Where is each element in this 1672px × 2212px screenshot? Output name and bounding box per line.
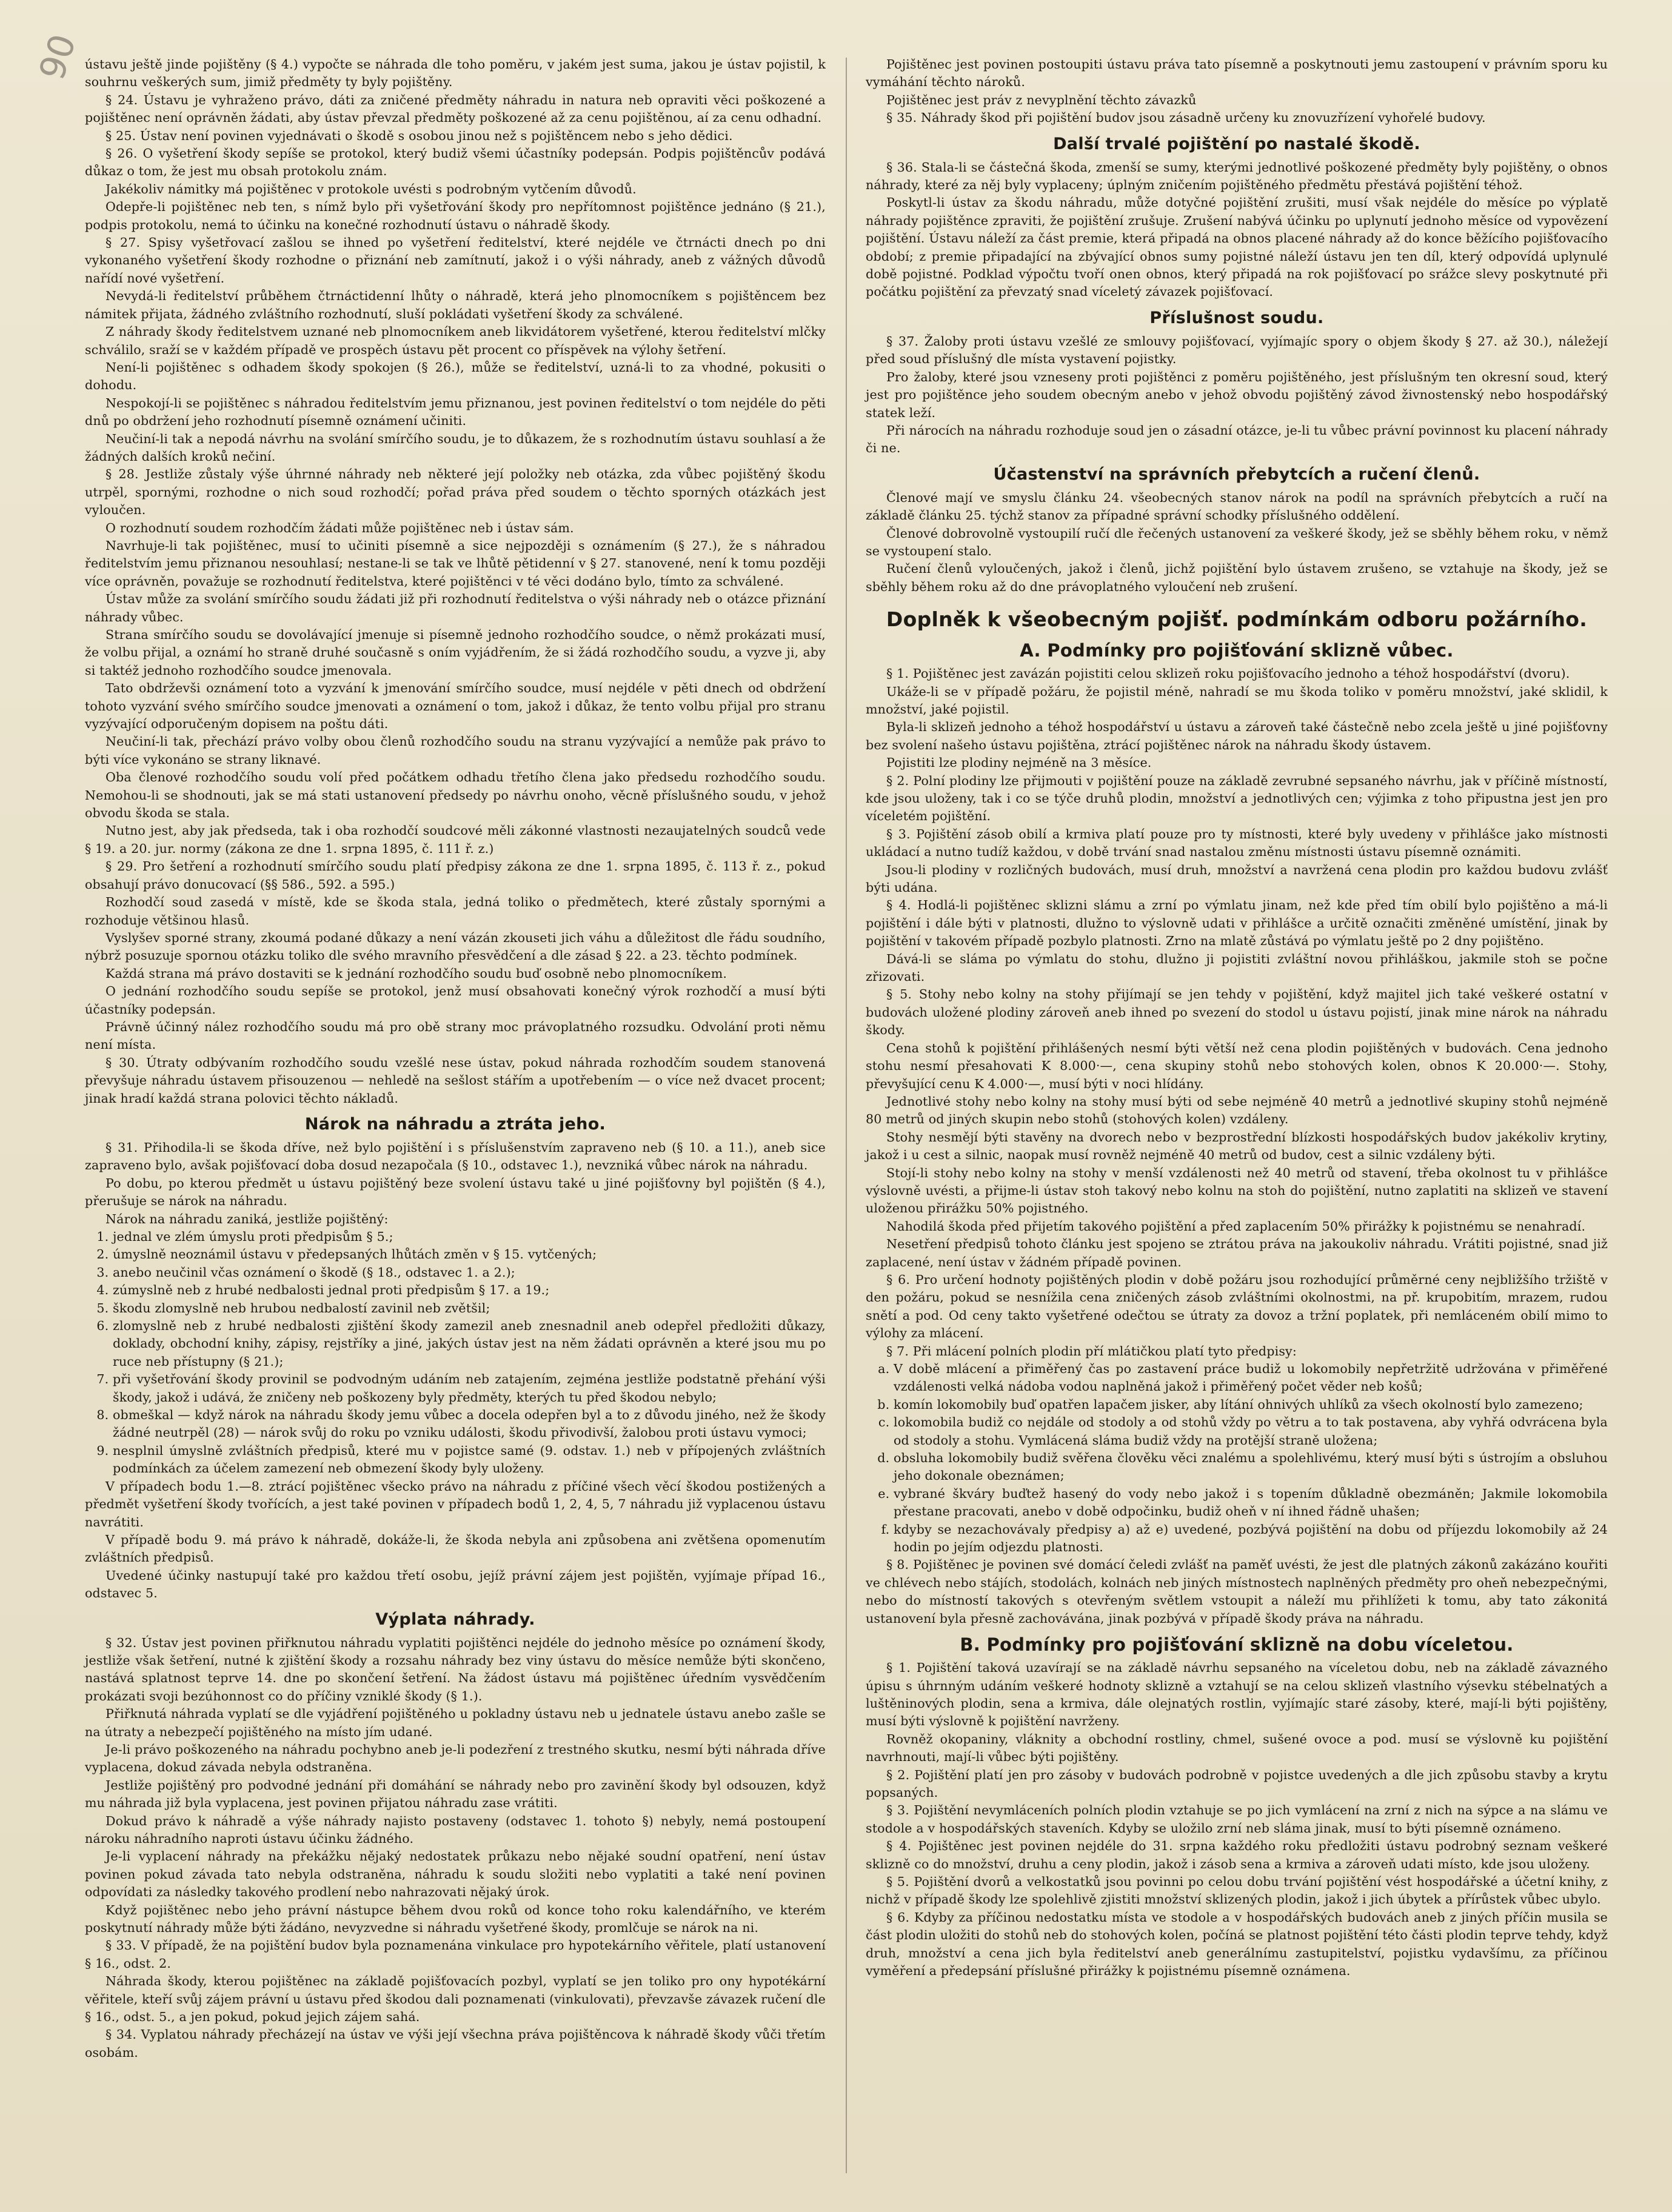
paragraph: Nutno jest, aby jak předseda, tak i oba rozhodčí soudcové měli zákonné vlastnosti nezaujatelných soudců vede § 19. a 20. jur. normy (zákona ze dne 1. srpna 1895, č. 111 ř. z.) (85, 823, 826, 856)
section-heading: A. Podmínky pro pojišťování sklizně vůbec. (1020, 640, 1454, 661)
paragraph: Pojištěnec jest povinen postoupiti ústavu práva tato písemně a poskytnouti jemu zastoupení v právním sporu ku vymáhání těchto nároků. (866, 57, 1608, 90)
paragraph: § 2. Polní plodiny lze přijmouti v pojištění pouze na základě zevrubné sepsaného návrhu, jak v příčině místností, kde jsou uloženy, tak i co se týče druhů plodin, množství a jednotlivých cen; výjimka z toho připustna jest jen pro víceletém pojištění. (866, 773, 1608, 824)
paragraph: Stojí-li stohy nebo kolny na stohy v menší vzdálenosti než 40 metrů od stavení, třeba okolnost tu v přihlášce výslovně uvésti, a přijme-li ústav stoh takový nebo kolnu na stoh do pojištění, nutno zaplatiti na sklizeň ve stavení uloženou přirážku 50% pojistného. (866, 1165, 1608, 1216)
paragraph: Dává-li se sláma po výmlatu do stohu, dlužno ji pojistiti zvláštní novou přihláškou, jakmile stoh se počne zřizovati. (866, 951, 1608, 984)
paragraph: Náhrada škody, kterou pojištěnec na základě pojišťovacích pozbyl, vyplatí se jen toliko pro ony hypotékární věřitele, kteří svůj zájem právní u ústavu před škodou dali poznamenati (vinkulovati), převzavše závazek ručení dle § 16., odst. 5., a jen pokud, pokud jejich zájem sahá. (85, 1974, 826, 2025)
paragraph: § 5. Stohy nebo kolny na stohy přijímají se jen tehdy v pojištění, když majitel jich také veškeré ostatní v budovách uložené plodiny zároveň aneb ihned po svezení do stodol u ústavu pojistí, jinak mine nárok na náhradu škody. (866, 987, 1608, 1038)
paragraph: Členové mají ve smyslu článku 24. všeobecných stanov nárok na podíl na správních přebytcích a ručí na základě článku 25. týchž stanov za případné správní schodky příslušného oddělení. (866, 490, 1608, 523)
paragraph: Jakékoliv námitky má pojištěnec v protokole uvésti s podrobným vytčením důvodů. (105, 181, 637, 196)
paragraph-s27: § 27. Spisy vyšetřovací zašlou se ihned po vyšetření ředitelství, které nejdéle ve čtrnácti dnech po dni vykonaného vyšetření škody rozhodne o přiznání neb zamítnutí, jakož i o výši náhrady, aneb z vážných důvodů nařídí nové vyšetření. (85, 235, 826, 286)
paragraph: Pojistiti lze plodiny nejméně na 3 měsíce. (886, 755, 1152, 770)
paragraph: § 3. Pojištění zásob obilí a krmiva platí pouze pro ty místnosti, které byly uvedeny v přihlášce jako místnosti ukládací a nutno tudíž každou, v době trvání snad nastalou změnu místnosti ústavu písemně oznámiti. (866, 826, 1608, 860)
list-item: b. komín lokomobily buď opatřen lapačem jisker, aby lítání ohnivých uhlíků za všech okolností bylo zamezeno; (894, 1396, 1608, 1414)
paragraph: § 6. Kdyby za příčinou nedostatku místa ve stodole a v hospodářských budovách aneb z jiných příčin musila se část plodin uložiti do stohů neb do stohových kolen, počíná se platnost pojištění této části plodin teprve tehdy, když druh, množství a cena jich byla ředitelství aneb generálnímu zastupitelství, pojistku vydavšímu, za příčinou vyměření a předepsání příslušné přirážky k pojistnému písemně oznámena. (866, 1910, 1608, 1978)
paragraph: Z náhrady škody ředitelstvem uznané neb plnomocníkem aneb likvidátorem vyšetřené, kterou ředitelství mlčky schválilo, sraží se v každém případě ve prospěch ústavu pět procent co příspěvek na výlohy šetření. (85, 324, 826, 357)
paragraph: Členové dobrovolně vystoupilí ručí dle řečených ustanovení za veškeré škody, jež se sběhly během roku, v němž se vystoupení stalo. (866, 526, 1608, 558)
list-item: 7. při vyšetřování škody provinil se podvodným udáním neb zatajením, zejména jestliže podstatně přehání výši škody, jakož i udává, že zničeny neb poškozeny byly předměty, kterých tu před škodou nebylo; (113, 1371, 826, 1406)
paragraph: Odepře-li pojištěnec neb ten, s nímž bylo při vyšetřování škody pro nepřítomnost pojištěnce jednáno (§ 21.), podpis protokolu, nemá to účinku na konečné rozhodnutí ústavu o náhradě škody. (85, 199, 826, 232)
paragraph: § 1. Pojištění taková uzavírají se na základě návrhu sepsaného na víceletou dobu, neb na základě závazného úpisu s úhrnným udáním veškeré hodnoty sklizně a vztahují se na celou sklizeň vlastního výsevku stébelnatých a luštěninových plodin, sena a krmiva, dále olejnatých rostlin, vyjímajíc staré zásoby, které, mají-li býti pojištěny, musí býti výslovně k pojištění navrženy. (866, 1660, 1608, 1729)
margin-handwritten-number: 90 (31, 29, 84, 85)
lettered-list (866, 1360, 1608, 1556)
paragraph-s26: § 26. O vyšetření škody sepíše se protokol, který budiž všemi účastníky podepsán. Podpis pojištěncův podává důkaz o tom, že jest mu obsah protokolu znám. (85, 146, 826, 179)
paragraph: Nesetření předpisů tohoto článku jest spojeno se ztrátou práva na jakoukoliv náhradu. Vrátiti pojistné, snad již zaplacené, není ústav v žádném případě povinen. (866, 1237, 1608, 1269)
paragraph: § 4. Pojištěnec jest povinen nejdéle do 31. srpna každého roku předložiti ústavu podrobný seznam veškeré sklizně co do množství, druhu a ceny plodin, jakož i zásob sena a krmiva a zároveň udati místo, kde jsou uloženy. (866, 1839, 1608, 1871)
paragraph: Když pojištěnec nebo jeho právní nástupce během dvou roků od konce toho roku kalendářního, ve kterém poskytnutí náhrady může býti žádáno, nevyzvedne si náhradu vyšetřené škody, promlčuje se nárok na ni. (85, 1902, 826, 1936)
paragraph: Navrhuje-li tak pojištěnec, musí to učiniti písemně a sice nejpozději s oznámením (§ 27.), že s náhradou ředitelstvím jemu přiznanou nesouhlasí; nestane-li se tak ve lhůtě pětidenní v § 27. stanovené, není k tomu později více oprávněn, považuje se rozhodnutí ředitelstva, které pojištěnci v té věci dodáno bylo, tímto za schválené. (85, 538, 826, 589)
paragraph: § 8. Pojištěnec je povinen své domácí čeledi zvlášť na paměť uvésti, že jest dle platných zákonů zakázáno kouřiti ve chlévech nebo stájích, stodolách, kolnách neb jiných místnostech naplněných předměty pro oheň nebezpečnými, nebo do místností takových s otevřeným světlem vstoupit a náleží mu přihlížeti k tomu, aby tato zákonitá ustanovení byla přesně zachovávána, jinak pozbývá v případě škody práva na náhradu. (866, 1557, 1608, 1626)
paragraph: Pojištěnec jest práv z nevyplnění těchto závazků (886, 92, 1197, 107)
supplement-title: Doplněk k všeobecným pojišť. podmínkám odboru požárního. (886, 607, 1588, 632)
paragraph: ústavu ještě jinde pojištěny (§ 4.) vypočte se náhrada dle toho poměru, v jakém jest suma, jakou je ústav pojistil, k souhrnu veškerých sum, jimiž předměty ty byly pojištěny. (85, 57, 826, 90)
paragraph: § 5. Pojištění dvorů a velkostatků jsou povinni po celou dobu trvání pojištění vést hospodářské a účetní knihy, z nichž v případě škody lze spolehlivě zjistiti množství sklizených plodin, jakož i jich úbytek a přírůstek vůbec ubylo. (866, 1874, 1608, 1907)
paragraph: Nevydá-li ředitelství průběhem čtrnáctidenní lhůty o náhradě, která jeho plnomocníkem s pojištěncem bez námitek přijata, žádného zvláštního rozhodnutí, sluší pokládati vyšetření škody za schválené. (85, 289, 826, 321)
paragraph: Vyslyšev sporné strany, zkoumá podané důkazy a není vázán zkouseti jich váhu a důležitost dle řádu soudního, nýbrž posuzuje spornou otázku toliko dle svého mravního přesvědčení a dle zásad § 22. a 23. těchto podmínek. (85, 930, 826, 963)
paragraph: Byla-li sklizeň jednoho a téhož hospodářství u ústavu a zároveň také částečně nebo zcela ještě u jiné pojišťovny bez svolení našeho ústavu pojištěna, ztrácí pojištěnec nárok na náhradu škody ústavem. (866, 720, 1608, 752)
paragraph: Nahodilá škoda před přijetím takového pojištění a před zaplacením 50% přirážky k pojistnému se nenahradí. (886, 1218, 1586, 1234)
paragraph-s32: § 32. Ústav jest povinen přiřknutou náhradu vyplatiti pojištěnci nejdéle do jednoho měsíce po oznámení škody, jestliže však šetření, nutné k zjištění škody a rozsahu náhrady bez viny ústavu do měsíce nemůže býti skončeno, nastává splatnost teprve 14. dne po skončení šetření. Na žádost ústavu má pojištěnec úředním vysvědčením prokázati svoji bezúhonnost co do příčiny vzniklé škody (§ 1.). (85, 1635, 826, 1703)
list-item: 4. zúmyslně neb z hrubé nedbalosti jednal proti předpisům § 17. a 19.; (113, 1281, 826, 1299)
paragraph: § 7. Při mlácení polních plodin pří mlátičkou platí tyto předpisy: (886, 1343, 1297, 1358)
paragraph: Neučiní-li tak a nepodá návrhu na svolání smírčího soudu, je to důkazem, že s rozhodnutím ústavu souhlasí a že žádných dalších kroků nečiní. (85, 431, 826, 464)
section-heading: Další trvalé pojištění po nastalé škodě. (1053, 134, 1420, 153)
list-item: f. kdyby se nezachovávaly předpisy a) až e) uvedené, pozbývá pojištění na dobu od příjezdu lokomobily až 24 hodin po jejím odjezdu platnosti. (894, 1521, 1608, 1557)
paragraph-s36: § 36. Stala-li se částečná škoda, zmenší se sumy, kterými jednotlivé poškozené předměty byly pojištěny, o obnos náhrady, které za něj byly vyplaceny; úplným zničením pojištěného předmětu přestává pojištění téhož. (866, 159, 1608, 193)
section-heading: Účastenství na správních přebytcích a ručení členů. (993, 464, 1480, 484)
list-item: a. V době mlácení a přiměřený čas po zastavení práce budiž u lokomobily nepřetržitě udržována v přiměřené vzdálenosti velká nádoba vodou naplněná jakož i přiměřený počet věder neb košů; (894, 1360, 1608, 1396)
paragraph-s28: § 28. Jestliže zůstaly výše úhrnné náhrady neb některé její položky neb otázka, zda vůbec pojištěný škodu utrpěl, spornými, rozhodne o nich soud rozhodčí; pořad práva před soudem o těchto sporných otázkách jest vyloučen. (85, 467, 826, 518)
list-item: 9. nesplnil úmyslně zvláštních předpisů, které mu v pojistce samé (9. odstav. 1.) neb v přípojených zvláštních podmínkách za účelem zamezení neb obmezení škody byly uloženy. (113, 1442, 826, 1478)
paragraph: Nespokojí-li se pojištěnec s náhradou ředitelstvím jemu přiznanou, jest povinen ředitelství o tom nejdéle do pěti dnů po obdržení jeho rozhodnutí písemně oznámení učiniti. (85, 395, 826, 429)
list-item: e. vybrané škváry buďtež hasený do vody nebo jakož i s topením důkladně obezmáněn; Jakmile lokomobila přestane pracovati, anebo v době odpočinku, budiž oheň v ní ihned řádně uhašen; (894, 1485, 1608, 1521)
paragraph: Cena stohů k pojištění přihlášených nesmí býti větší než cena plodin pojištěných v budovách. Cena jednoho stohu nesmí přesahovati K 8.000·—, cena skupiny stohů nebo stohových kolen, obnos K 20.000·—. Stohy, převyšující cenu K 4.000·—, musí býti v noci hlídány. (866, 1040, 1608, 1091)
paragraph: Neučiní-li tak, přechází právo volby obou členů rozhodčího soudu na stranu vyzývající a nemůže pak právo to býti více vykonáno se strany liknavé. (85, 734, 826, 767)
paragraph: Ústav může za svolání smírčího soudu žádati již při rozhodnutí ředitelstva o výši náhrady neb o otázce přiznání náhrady vůbec. (85, 592, 826, 624)
list-item: 8. obmeškal — když nárok na náhradu škody jemu vůbec a docela odepřen byl a to z důvodu jiného, než že škody žádné neutrpěl (28) — nárok svůj do roku po vzniku události, škodu přivodivší, žalobou proti ústavu vymoci; (113, 1406, 826, 1442)
paragraph: Jednotlivé stohy nebo kolny na stohy musí býti od sebe nejméně 40 metrů a jednotlivé skupiny stohů nejméně 80 metrů od jiných skupin nebo stohů (stohových kolen) vzdáleny. (866, 1094, 1608, 1127)
section-heading: B. Podmínky pro pojišťování sklizně na dobu víceletou. (960, 1634, 1514, 1656)
paragraph-s30: § 30. Útraty odbývaním rozhodčího soudu vzešlé nese ústav, pokud náhrada rozhodčím soudem stanovená převyšuje náhradu ústavem přisouzenou — nehledě na sešlost stářím a upotřebením — o více než dvacet procent; jinak hradí každá strana polovici těchto nákladů. (85, 1055, 826, 1106)
section-heading: Nárok na náhradu a ztráta jeho. (304, 1114, 606, 1134)
paragraph: § 6. Pro určení hodnoty pojištěných plodin v době požáru jsou rozhodující průměrné ceny nejbližšího tržiště v den požáru, pokud se nesnížila cena zničených zásob zvláštními okolnostmi, na př. krupobitím, mrazem, rudou snětí a pod. Od ceny takto vyšetřené odečtou se útraty za dovoz a tržní poplatek, při nemláceném obilí mimo to výlohy za mlácení. (866, 1272, 1608, 1341)
paragraph: V případě bodu 9. má právo k náhradě, dokáže-li, že škoda nebyla ani způsobena ani zvětšena opomenutím zvláštních předpisů. (85, 1532, 826, 1565)
paragraph-s25: § 25. Ústav není povinen vyjednávati o škodě s osobou jinou než s pojištěncem nebo s jeho dědici. (105, 128, 733, 143)
paragraph: Ručení členů vyloučených, jakož i členů, jichž pojištění bylo ústavem zrušeno, se vztahuje na škody, jež se sběhly během roku až do dne právoplatného vyloučení neb zrušení. (866, 561, 1608, 594)
paragraph: Stohy nesmějí býti stavěny na dvorech nebo v bezprostřední blízkosti hospodářských budov jakékoliv krytiny, jakož i u cest a silnic, naopak musí rovněž nejméně 40 metrů od budov, cest a silnic vzdáleny býti. (866, 1129, 1608, 1163)
list-item: 5. škodu zlomyslně neb hrubou nedbalostí zavinil neb zvětšil; (113, 1300, 826, 1317)
paragraph: Rozhodčí soud zasedá v místě, kde se škoda stala, jedná toliko o předmětech, které zůstaly spornými a rozhoduje většinou hlasů. (85, 895, 826, 927)
paragraph: Dokud právo k náhradě a výše náhrady najisto postaveny (odstavec 1. tohoto §) nebyly, nemá postoupení nároku náhradního naproti ústavu účinku žádného. (85, 1813, 826, 1846)
paragraph: Jestliže pojištěný pro podvodné jednání při domáhání se náhrady nebo pro zavinění škody byl odsouzen, když mu náhrada již byla vyplacena, jest povinen přijatou náhradu zase vrátiti. (85, 1777, 826, 1811)
paragraph: Tato obdrževši oznámení toto a vyzvání k jmenování smírčího soudce, musí nejdéle v pěti dnech od obdržení tohoto vyzvání svého smírčího soudce jmenovati a oznámení o tom, jakož i důkaz, že tento volbu přijal pro stranu vyzývající odporučeným dopisem na poštu dáti. (85, 681, 826, 732)
paragraph: Nárok na náhradu zaniká, jestliže pojištěný: (105, 1211, 389, 1226)
list-item: d. obsluha lokomobily budiž svěřena člověku věci znalému a spolehlivému, který musí býti s ústrojím a obsluhou jeho dokonale obeznámen; (894, 1449, 1608, 1485)
right-column (866, 56, 1608, 1980)
paragraph: Není-li pojištěnec s odhadem škody spokojen (§ 26.), může se ředitelství, uzná-li to za vhodné, pokusiti o dohodu. (85, 359, 826, 393)
paragraph-s29: § 29. Pro šetření a rozhodnutí smírčího soudu platí předpisy zákona ze dne 1. srpna 1895, č. 113 ř. z., pokud obsahují právo donucovací (§§ 586., 592. a 595.) (85, 859, 826, 892)
paragraph: Při nárocích na náhradu rozhoduje soud jen o zásadní otázce, je-li tu vůbec právní povinnost ku placení náhrady či ne. (866, 423, 1608, 456)
paragraph-s33: § 33. V případě, že na pojištění budov byla poznamenána vinkulace pro hypotekárního věřitele, platí ustanovení § 16., odst. 2. (85, 1938, 826, 1971)
paragraph: Rovněž okopaniny, vláknity a obchodní rostliny, chmel, sušené ovoce a pod. musí se výslovně ku pojištění navrhnouti, mají-li vůbec býti pojištěny. (866, 1731, 1608, 1765)
paragraph: Ukáže-li se v případě požáru, že pojistil méně, nahradí se mu škoda toliko v poměru množství, jaké sklidil, k množství, jaké pojistil. (866, 684, 1608, 717)
paragraph: § 2. Pojištění platí jen pro zásoby v budovách podrobně v pojistce uvedených a dle jich způsobu stavby a krytu popsaných. (866, 1767, 1608, 1800)
paragraph: Poskytl-li ústav za škodu náhradu, může dotyčné pojištění zrušiti, musí však nejdéle do měsíce po výplatě náhrady pojištěnce zpraviti, že pojištění zrušuje. Zrušení nabývá účinku po uplynutí jednoho měsíce od vypovězení pojištění. Ústavu náleží za část premie, která připadá na obnos placené náhrady až do konce běžícího pojišťovacího období; z premie připadající na zbývající obnos sumy pojistné náleží ústavu jen ten díl, který odpovídá uplynulé době pojistné. Podklad výpočtu tvoří onen obnos, který připadá na rok pojišťovací po srážce slevy poskytnuté při počátku pojištění za převzatý snad víceletý závazek pojišťovací. (866, 195, 1608, 299)
list-item: 3. anebo neučinil včas oznámení o škodě (§ 18., odstavec 1. a 2.); (113, 1264, 826, 1281)
paragraph: Přiřknutá náhrada vyplatí se dle vyjádření pojištěného u pokladny ústavu neb u jednatele ústavu anebo zašle se na útraty a nebezpečí pojištěného na místo jím udané. (85, 1706, 826, 1739)
paragraph: O rozhodnutí soudem rozhodčím žádati může pojištěnec neb i ústav sám. (105, 520, 574, 535)
paragraph: Pro žaloby, které jsou vzneseny proti pojištěnci z poměru pojištěného, jest příslušným ten okresní soud, který jest pro pojištěnce jeho soudem obecným anebo v jehož obvodu pojištěný závod živnostenský nebo hospodářský statek leží. (866, 369, 1608, 420)
list-item: 1. jednal ve zlém úmyslu proti předpisům § 5.; (113, 1228, 826, 1246)
list-item: 6. zlomyslně neb z hrubé nedbalosti zjištění škody zamezil aneb znesnadnil aneb odepřel předložiti důkazy, doklady, obchodní knihy, zápisy, rejstříky a jiné, jakých ústav jest na něm žádati oprávněn a které jsou mu po ruce neb přístupny (§ 21.); (113, 1317, 826, 1371)
section-heading: Výplata náhrady. (375, 1609, 535, 1629)
paragraph: O jednání rozhodčího soudu sepíše se protokol, jenž musí obsahovati konečný výrok rozhodčí a musí býti účastníky podepsán. (85, 984, 826, 1017)
paragraph: Právně účinný nález rozhodčího soudu má pro obě strany moc právoplatného rozsudku. Odvolání proti němu není místa. (85, 1019, 826, 1052)
paragraph: Jsou-li plodiny v rozličných budovách, musí druh, množství a navržená cena plodin pro každou budovu zvlášť býti udána. (866, 862, 1608, 895)
paragraph: V případech bodu 1.—8. ztrácí pojištěnec všecko právo na náhradu z příčiné všech věcí škodou postižených a předmět vyšetření škody tvořících, a jest také povinen v případech bodů 1, 2, 4, 5, 7 náhradu již vyplacenou ústavu navrátiti. (85, 1479, 826, 1529)
paragraph-s37: § 37. Žaloby proti ústavu vzešlé ze smlouvy pojišťovací, vyjímajíc spory o objem škody § 27. až 30.), náležejí před soud příslušný dle místa vystavení pojistky. (866, 333, 1608, 367)
list-item: c. lokomobila budiž co nejdále od stodoly a od stohů vždy po větru a to tak postavena, aby vyhřá odvrácena byla od stodoly a stohu. Vymlácená sláma budiž vždy na protější straně uložena; (894, 1414, 1608, 1449)
paragraph: Strana smírčího soudu se dovolávající jmenuje si písemně jednoho rozhodčího soudce, o němž prokázati musí, že volbu přijal, a oznámí ho straně druhé současně s oním vyjádřením, že si žádá rozhodčího soudu, a vyzve ji, aby si taktéž jednoho rozhodčího soudce jmenovala. (85, 627, 826, 678)
paragraph: Je-li právo poškozeného na náhradu pochybno aneb je-li podezření z trestného skutku, nesmí býti náhrada dříve vyplacena, dokud závada nebyla odstraněna. (85, 1742, 826, 1775)
paragraph: Je-li vyplacení náhrady na překážku nějaký nedostatek průkazu nebo nějaké soudní opatření, není ústav povinen pokud závada tato nebyla odstraněna, náhradu k soudu složiti nebo vyplatiti a také není povinen odpovídati za následky takového prodlení nebo nahrazovati nějaký úrok. (85, 1849, 826, 1900)
paragraph: § 3. Pojištění nevymláceních polních plodin vztahuje se po jich vymlácení na zrní z nich na sýpce a na slámu ve stodole a v hospodářských staveních. Kdyby se uložilo zrní neb sláma jinak, musí to býti písemně oznámeno. (866, 1803, 1608, 1836)
paragraph: Uvedené účinky nastupují také pro každou třetí osobu, jejíž právní zájem jest pojištěn, vyjímaje případ 16., odstavec 5. (85, 1568, 826, 1601)
column-divider (846, 58, 847, 2173)
paragraph: Každá strana má právo dostaviti se k jednání rozhodčího soudu buď osobně nebo plnomocníkem. (105, 966, 727, 981)
left-column (85, 56, 826, 2062)
paragraph: § 1. Pojištěnec jest zavázán pojistiti celou sklizeň roku pojišťovacího jednoho a téhož hospodářství (dvoru). (886, 666, 1570, 681)
numbered-list (85, 1228, 826, 1478)
paragraph-s24: § 24. Ústavu je vyhraženo právo, dáti za zničené předměty náhradu in natura neb opraviti věci poškozené a pojištěnec není oprávněn žádati, aby ústav převzal předměty poškozené až za cenu pojištěnou, aí za cenu odhadní. (85, 92, 826, 125)
paragraph-s31: § 31. Přihodila-li se škoda dříve, než bylo pojištění i s příslušenstvím zapraveno neb (§ 10. a 11.), aneb sice zapraveno bylo, avšak pojišťovací doba dosud nezapočala (§ 10., odstavec 1.), nevzniká vůbec nárok na náhradu. (85, 1140, 826, 1173)
paragraph-s35: § 35. Náhrady škod při pojištění budov jsou zásadně určeny ku znovuzřízení vyhořelé budovy. (886, 110, 1486, 125)
section-heading: Příslušnost soudu. (1149, 308, 1324, 327)
paragraph: Oba členové rozhodčího soudu volí před počátkem odhadu třetího člena jako předsedu rozhodčího soudu. Nemohou-li se shodnouti, jak se má stati ustanovení předsedy po návrhu onoho, věcně příslušného soudu, v jehož obvodu škoda se stala. (85, 770, 826, 821)
list-item: 2. úmyslně neoznámil ústavu v předepsaných lhůtách změn v § 15. vytčených; (113, 1246, 826, 1263)
paragraph: § 4. Hodlá-li pojištěnec sklizni slámu a zrní po výmlatu jinam, než kde před tím obilí bylo pojištěno a má-li pojištění i dále býti v platnosti, dlužno to výslovně udati v přihlášce a určitě označiti změněné umístění, jinak by pojištění v takovém případě pozbylo platnosti. Zrno na mlatě zůstává po výmlatu ještě po 2 dny pojištěno. (866, 898, 1608, 949)
paragraph: Po dobu, po kterou předmět u ústavu pojištěný beze svolení ústavu také u jiné pojišťovny byl pojištěn (§ 4.), přerušuje se nárok na náhradu. (85, 1175, 826, 1209)
paragraph-s34: § 34. Vyplatou náhrady přecházejí na ústav ve výši její všechna práva pojištěncova k náhradě škody vůči třetím osobám. (85, 2027, 826, 2060)
